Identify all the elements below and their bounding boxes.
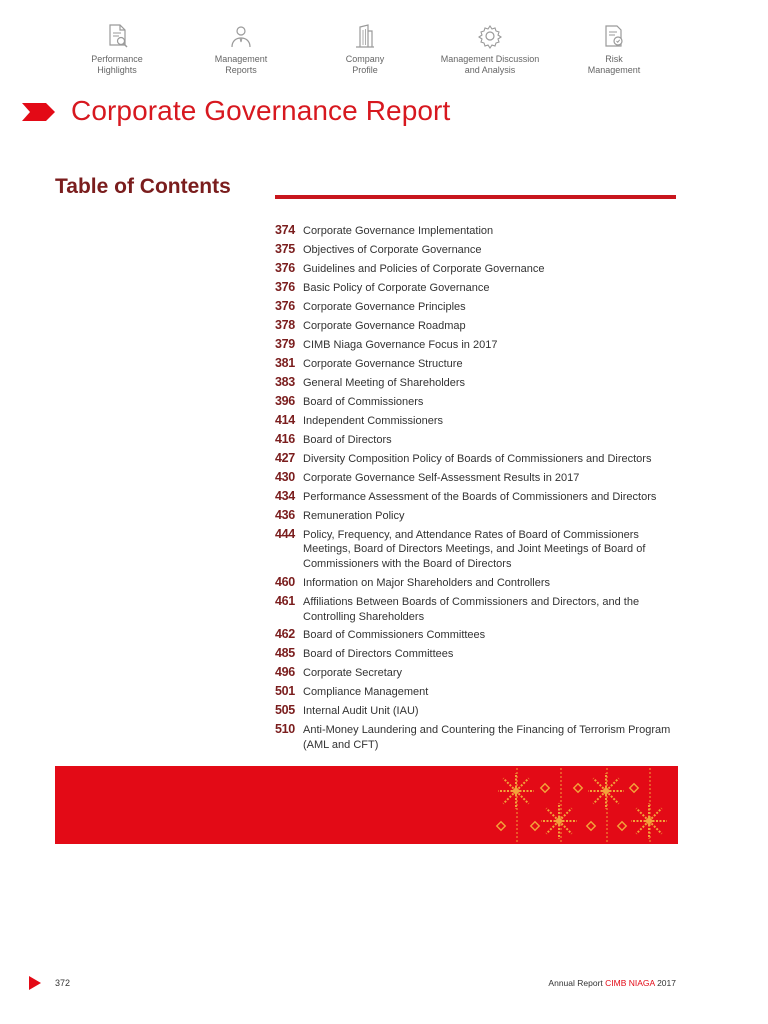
toc-item[interactable] xyxy=(275,665,675,681)
toc-entry-title: Internal Audit Unit (IAU) xyxy=(303,705,419,718)
footer-report-prefix: Annual Report xyxy=(548,978,606,988)
toc-entry-title: Guidelines and Policies of Corporate Governance xyxy=(303,262,545,275)
triangle-right-icon xyxy=(29,976,41,990)
footer-year: 2017 xyxy=(654,978,676,988)
snowflake-ornament-icon xyxy=(55,766,678,844)
building-icon xyxy=(351,22,379,50)
nav-label: Management Discussion and Analysis xyxy=(440,54,540,75)
footer-brand: CIMB NIAGA xyxy=(605,978,655,988)
top-navigation xyxy=(55,22,675,82)
toc-entry-title: Board of Commissioners xyxy=(303,395,424,408)
document-shield-icon xyxy=(600,22,628,50)
toc-page-number: 461 xyxy=(275,593,295,608)
toc-item[interactable] xyxy=(275,356,675,372)
nav-label: Performance Highlights xyxy=(91,54,143,75)
toc-item[interactable] xyxy=(275,394,675,410)
nav-management-discussion[interactable] xyxy=(430,22,550,76)
toc-item[interactable] xyxy=(275,684,675,700)
toc-item[interactable] xyxy=(275,627,675,643)
toc-item[interactable] xyxy=(275,432,675,448)
toc-page-number: 436 xyxy=(275,507,295,522)
toc-entry-title: Corporate Governance Roadmap xyxy=(303,319,466,332)
toc-page-number: 376 xyxy=(275,298,295,313)
page-title: Corporate Governance Report xyxy=(71,95,451,126)
person-icon xyxy=(227,22,255,50)
toc-entry-title: Corporate Secretary xyxy=(303,667,403,680)
toc-page-number: 375 xyxy=(275,241,295,256)
chevron-right-icon xyxy=(22,103,56,121)
toc-item[interactable] xyxy=(275,646,675,662)
toc-item[interactable] xyxy=(275,527,675,572)
toc-item[interactable] xyxy=(275,451,675,467)
toc-entry-title: Independent Commissioners xyxy=(303,414,444,427)
toc-item[interactable] xyxy=(275,470,675,486)
toc-entry-title: Remuneration Policy xyxy=(303,509,405,522)
toc-page-number: 378 xyxy=(275,317,295,332)
nav-risk-management[interactable] xyxy=(554,22,674,76)
nav-management-reports[interactable] xyxy=(181,22,301,76)
footer-page-number: 372 xyxy=(55,978,71,988)
toc-page-number: 427 xyxy=(275,450,295,465)
toc-page-number: 505 xyxy=(275,703,295,718)
toc-page-number: 444 xyxy=(275,526,295,541)
toc-entry-title: Objectives of Corporate Governance xyxy=(303,243,482,256)
toc-entry-title: Performance Assessment of the Boards of Commissioners and Directors xyxy=(303,490,657,503)
toc-item[interactable] xyxy=(275,413,675,429)
toc-entry-title: Basic Policy of Corporate Governance xyxy=(303,281,490,294)
document-magnifier-icon xyxy=(103,22,131,50)
toc-page-number: 383 xyxy=(275,374,295,389)
toc-entry-title: Board of Directors xyxy=(303,433,392,446)
toc-entry-title: Corporate Governance Principles xyxy=(303,300,466,313)
toc-entry-title: Board of Directors Committees xyxy=(303,648,454,661)
nav-label: Management Reports xyxy=(214,54,268,75)
toc-page-number: 434 xyxy=(275,488,295,503)
toc-item[interactable] xyxy=(275,261,675,277)
toc-item[interactable] xyxy=(275,318,675,334)
toc-page-number: 381 xyxy=(275,355,295,370)
toc-item[interactable] xyxy=(275,223,675,239)
toc-entry-title: Diversity Composition Policy of Boards of Commissioners and Directors xyxy=(303,452,652,465)
toc-item[interactable] xyxy=(275,575,675,591)
toc-entry-title: Corporate Governance Implementation xyxy=(303,225,494,237)
toc-page-number: 430 xyxy=(275,469,295,484)
nav-performance-highlights[interactable] xyxy=(57,22,177,76)
toc-entry-title: Anti-Money Laundering and Countering the Financing of Terrorism Program (AML and CFT) xyxy=(303,724,671,751)
toc-page-number: 416 xyxy=(275,431,295,446)
toc-page-number: 501 xyxy=(275,684,295,699)
toc-page-number: 460 xyxy=(275,574,295,589)
toc-page-number: 376 xyxy=(275,279,295,294)
toc-item[interactable] xyxy=(275,703,675,719)
toc-entry-title: Corporate Governance Structure xyxy=(303,357,463,370)
toc-entry-title: Policy, Frequency, and Attendance Rates of Board of Commissioners Meetings, Board of Directors Meetings, and Joint Meetings of Board of Commissioners with the Board of Directors xyxy=(303,528,646,570)
toc-item[interactable] xyxy=(275,337,675,353)
toc-entry-title: Information on Major Shareholders and Controllers xyxy=(303,576,551,589)
toc-page-number: 414 xyxy=(275,412,295,427)
toc-entry-title: Affiliations Between Boards of Commissioners and Directors, and the Controlling Shareholders xyxy=(303,595,640,623)
gear-icon xyxy=(476,22,504,50)
toc-page-number: 379 xyxy=(275,336,295,351)
nav-label: Risk Management xyxy=(587,54,641,75)
toc-item[interactable] xyxy=(275,375,675,391)
toc-page-number: 510 xyxy=(275,722,295,737)
nav-label: Company Profile xyxy=(345,54,385,75)
toc-item[interactable] xyxy=(275,489,675,505)
nav-company-profile[interactable] xyxy=(305,22,425,76)
toc-page-number: 462 xyxy=(275,627,295,642)
toc-entry-title: Corporate Governance Self-Assessment Results in 2017 xyxy=(303,471,580,484)
toc-list xyxy=(275,223,675,756)
toc-entry-title: General Meeting of Shareholders xyxy=(303,376,466,389)
toc-page-number: 496 xyxy=(275,665,295,680)
toc-page-number: 376 xyxy=(275,260,295,275)
toc-page-number: 485 xyxy=(275,646,295,661)
toc-page-number: 374 xyxy=(275,223,295,237)
toc-entry-title: Board of Commissioners Committees xyxy=(303,629,486,642)
toc-page-number: 396 xyxy=(275,393,295,408)
toc-divider xyxy=(275,195,676,199)
footer-report-label xyxy=(548,978,676,988)
toc-entry-title: CIMB Niaga Governance Focus in 2017 xyxy=(303,338,498,351)
toc-entry-title: Compliance Management xyxy=(303,686,429,699)
toc-item[interactable] xyxy=(275,280,675,296)
toc-heading: Table of Contents xyxy=(55,175,231,198)
toc-item[interactable] xyxy=(275,594,675,624)
decorative-banner xyxy=(55,766,678,844)
toc-item[interactable] xyxy=(275,242,675,258)
toc-item[interactable] xyxy=(275,508,675,524)
toc-item[interactable] xyxy=(275,299,675,315)
toc-item[interactable] xyxy=(275,722,675,752)
